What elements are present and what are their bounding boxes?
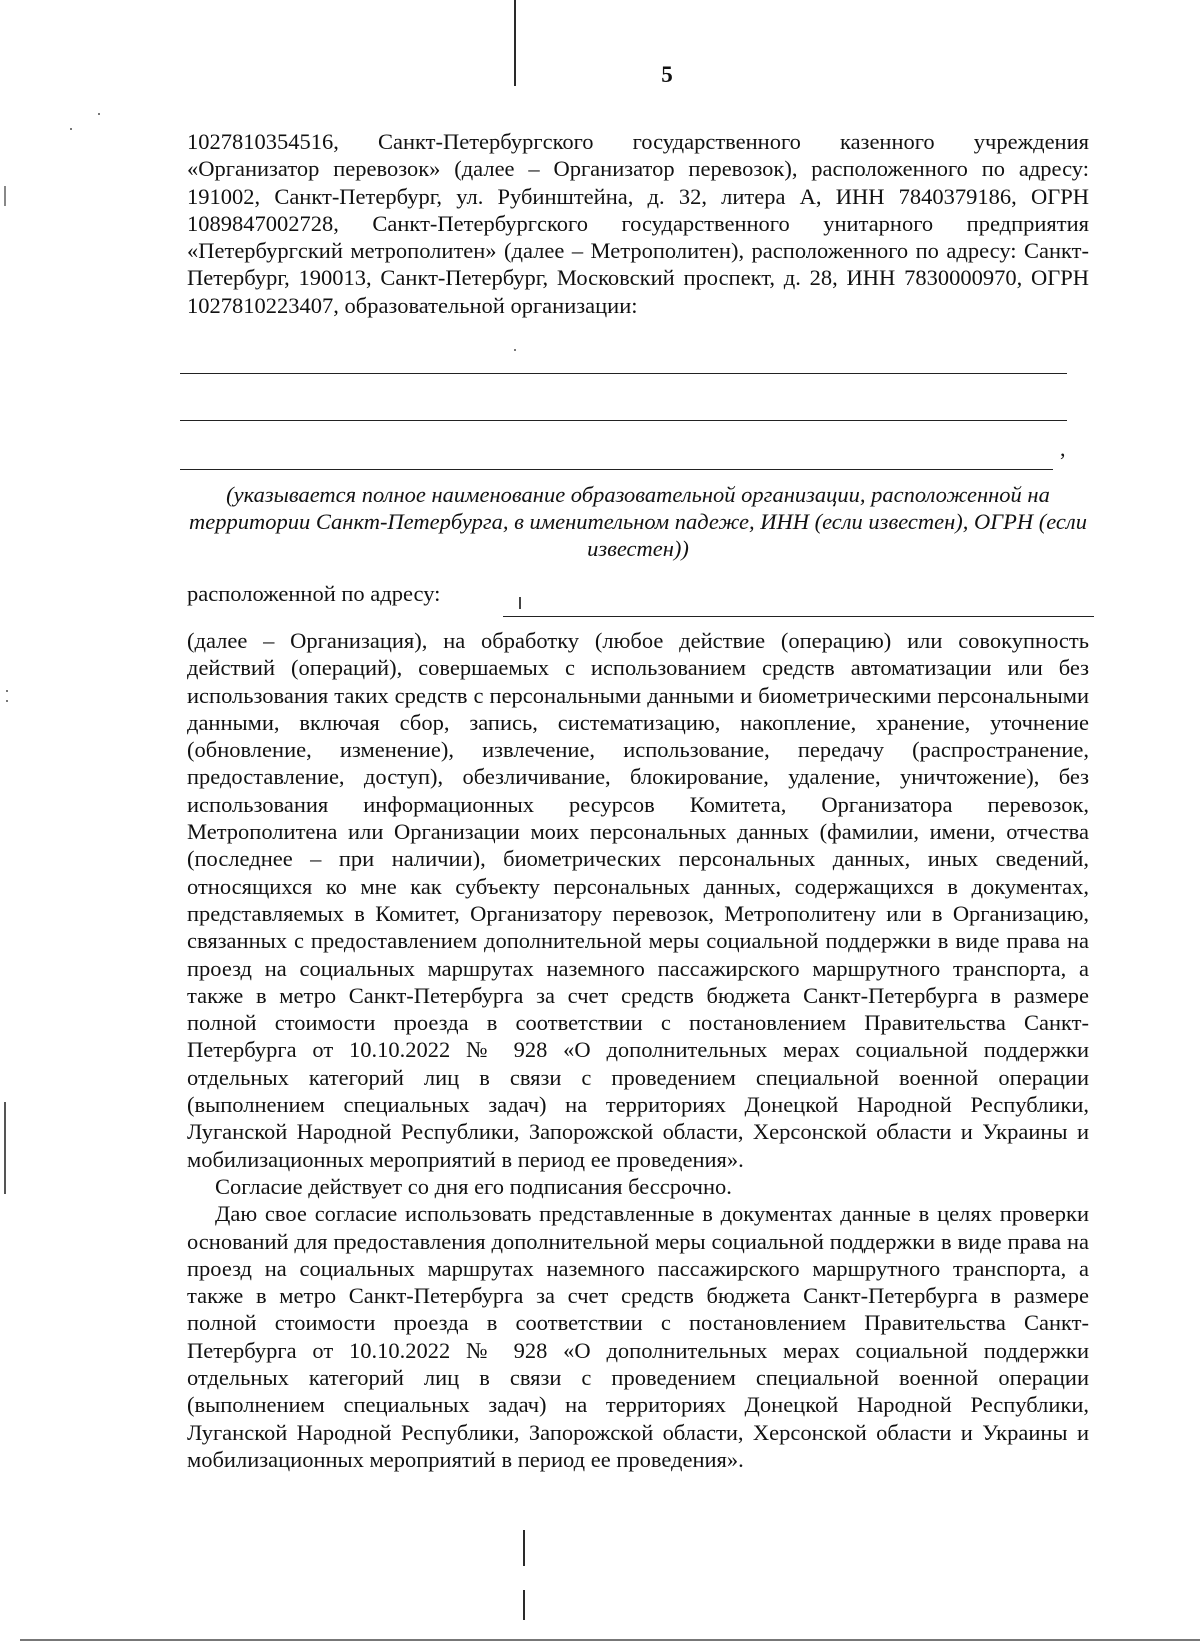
scan-binding-mark-bottom-2 xyxy=(523,1590,525,1620)
scan-left-edge-mark-1 xyxy=(4,186,6,206)
organization-line-comma: , xyxy=(1060,436,1066,461)
scan-speck xyxy=(98,113,100,115)
scan-speck xyxy=(6,700,8,702)
organization-name-line-2[interactable] xyxy=(180,420,1067,421)
organization-name-line-3[interactable] xyxy=(180,469,1053,470)
organization-hint: (указывается полное наименование образовательной организации, расположенной на территории Санкт-Петербурга, в именительном падеже, ИНН (если известен), ОГРН (если известен)) xyxy=(189,482,1087,561)
organization-name-line-1[interactable] xyxy=(180,373,1067,374)
address-label: расположенной по адресу: xyxy=(187,581,441,606)
body-text xyxy=(187,627,1089,1473)
address-line[interactable] xyxy=(503,616,1094,617)
processing-paragraph: (далее – Организация), на обработку (любое действие (операцию) или совокупность действий (операций), совершаемых с использованием средств автоматизации или без использования таких средств с персональными данными и биометрическими персональными данными, включая сбор, запись, систематизацию, накопление, хранение, уточнение (обновление, изменение), извлечение, использование, передачу (распространение, предоставление, доступ), обезличивание, блокирование, удаление, уничтожение), без использования информационных ресурсов Комитета, Организатора перевозок, Метрополитена или Организации моих персональных данных (фамилии, имени, отчества (последнее – при наличии), биометрических персональных данных, иных сведений, относящихся ко мне как субъекту персональных данных, содержащихся в документах, представляемых в Комитет, Организатору перевозок, Метрополитену или в Организацию, связанных с предоставлением дополнительной меры социальной поддержки в виде права на проезд на социальных маршрутах наземного пассажирского маршрутного транспорта, а также в метро Санкт-Петербурга за счет средств бюджета Санкт-Петербурга в размере полной стоимости проезда в соответствии с постановлением Правительства Санкт-Петербурга от 10.10.2022 № 928 «О дополнительных мерах социальной поддержки отдельных категорий лиц в связи с проведением специальной военной операции (выполнением специальных задач) на территориях Донецкой Народной Республики, Луганской Народной Республики, Запорожской области, Херсонской области и Украины и мобилизационных мероприятий в период ее проведения». xyxy=(187,628,1089,1172)
scan-speck xyxy=(514,349,516,351)
scan-bottom-edge-line xyxy=(20,1639,1200,1641)
validity-paragraph: Согласие действует со дня его подписания бессрочно. xyxy=(215,1173,732,1199)
intro-paragraph: 1027810354516, Санкт-Петербургского государственного казенного учреждения «Организатор перевозок» (далее – Организатор перевозок), расположенного по адресу: 191002, Санкт-Петербург, ул. Рубинштейна, д. 32, литера А, ИНН 7840379186, ОГРН 1089847002728, Санкт-Петербургского государственного унитарного предприятия «Петербургский метрополитен» (далее – Метрополитен), расположенного по адресу: Санкт-Петербург, 190013, Санкт-Петербург, Московский проспект, д. 28, ИНН 7830000970, ОГРН 1027810223407, образовательной организации: xyxy=(187,129,1089,318)
page-number: 5 xyxy=(661,62,673,87)
scan-binding-mark-bottom xyxy=(523,1530,525,1566)
consent-paragraph: Даю свое согласие использовать представленные в документах данные в целях проверки оснований для предоставления дополнительной меры социальной поддержки в виде права на проезд на социальных маршрутах наземного пассажирского маршрутного транспорта, а также в метро Санкт-Петербурга за счет средств бюджета Санкт-Петербурга в размере полной стоимости проезда в соответствии с постановлением Правительства Санкт-Петербурга от 10.10.2022 № 928 «О дополнительных мерах социальной поддержки отдельных категорий лиц в связи с проведением специальной военной операции (выполнением специальных задач) на территориях Донецкой Народной Республики, Луганской Народной Республики, Запорожской области, Херсонской области и Украины и мобилизационных мероприятий в период ее проведения». xyxy=(187,1201,1089,1472)
scan-speck xyxy=(6,690,8,692)
scan-left-edge-mark-2 xyxy=(4,1102,6,1194)
scan-speck xyxy=(519,597,521,609)
scan-speck xyxy=(70,128,72,130)
